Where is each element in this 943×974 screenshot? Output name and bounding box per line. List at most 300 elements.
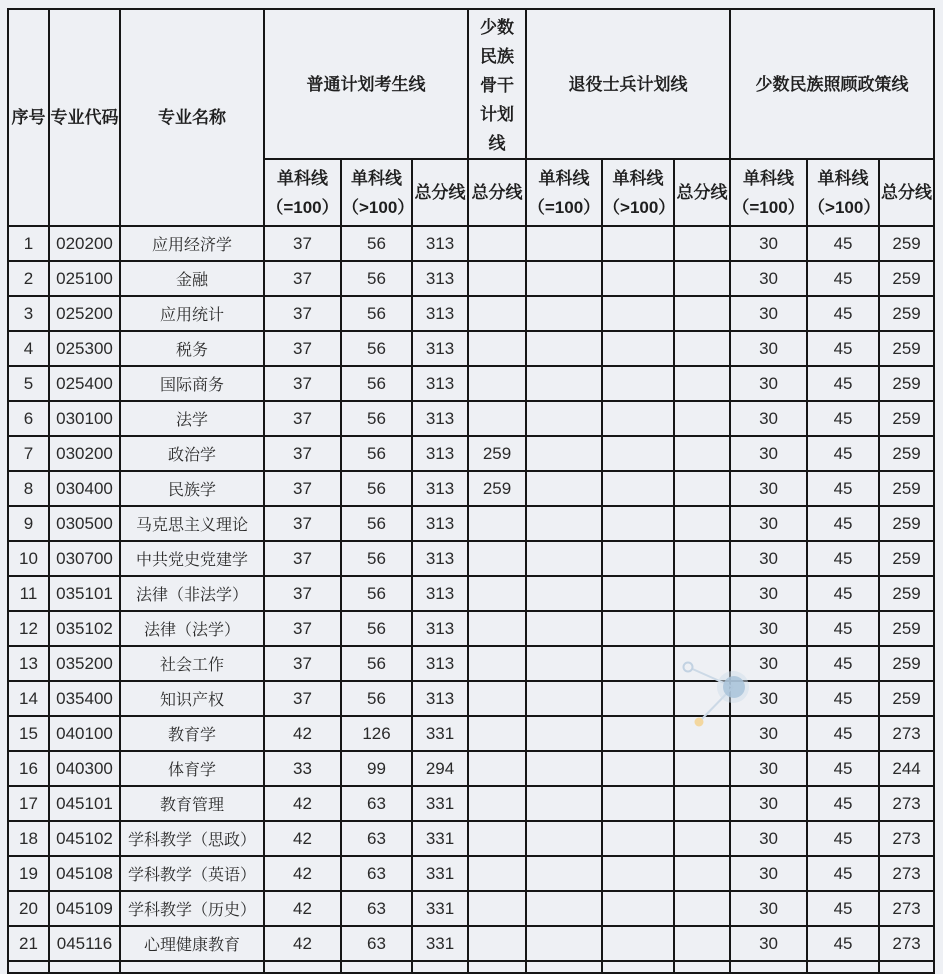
cell-veteran-single-gt100	[602, 961, 674, 973]
cell-policy-single-eq100: 30	[730, 541, 807, 576]
group-header-veteran-plan: 退役士兵计划线	[526, 9, 730, 159]
cell-code: 045109	[49, 891, 120, 926]
cell-regular-single-gt100: 63	[341, 786, 412, 821]
cell-backbone-total	[468, 296, 526, 331]
cell-regular-total: 331	[412, 926, 468, 961]
cell-code	[49, 961, 120, 973]
table-row	[8, 541, 934, 576]
cell-name: 法律（非法学）	[120, 576, 264, 611]
cell-code: 045101	[49, 786, 120, 821]
cell-regular-single-gt100: 56	[341, 681, 412, 716]
cell-no: 15	[8, 716, 49, 751]
cell-code: 030100	[49, 401, 120, 436]
cell-regular-single-eq100: 42	[264, 856, 341, 891]
cell-policy-single-gt100: 45	[807, 296, 879, 331]
cell-veteran-single-eq100	[526, 681, 602, 716]
cell-veteran-single-gt100	[602, 506, 674, 541]
cell-name: 体育学	[120, 751, 264, 786]
cell-name: 学科教学（思政）	[120, 821, 264, 856]
cell-no: 4	[8, 331, 49, 366]
cell-backbone-total: 259	[468, 471, 526, 506]
cell-regular-single-eq100: 37	[264, 436, 341, 471]
table-row	[8, 261, 934, 296]
cell-no: 8	[8, 471, 49, 506]
cell-policy-single-eq100: 30	[730, 646, 807, 681]
cell-veteran-single-eq100	[526, 436, 602, 471]
table-row	[8, 226, 934, 261]
cell-regular-single-eq100: 37	[264, 506, 341, 541]
cell-policy-single-gt100: 45	[807, 786, 879, 821]
cell-backbone-total	[468, 926, 526, 961]
cell-veteran-single-gt100	[602, 261, 674, 296]
cell-no: 20	[8, 891, 49, 926]
cell-name: 国际商务	[120, 366, 264, 401]
cell-code: 030200	[49, 436, 120, 471]
cell-veteran-total	[674, 471, 730, 506]
cell-veteran-single-eq100	[526, 261, 602, 296]
table-row	[8, 611, 934, 646]
cell-veteran-single-eq100	[526, 506, 602, 541]
cell-regular-total: 313	[412, 471, 468, 506]
table-row	[8, 926, 934, 961]
cell-regular-single-eq100: 37	[264, 261, 341, 296]
cell-backbone-total	[468, 261, 526, 296]
cell-regular-total: 313	[412, 541, 468, 576]
cell-backbone-total	[468, 541, 526, 576]
cell-no: 16	[8, 751, 49, 786]
cell-veteran-single-eq100	[526, 611, 602, 646]
cell-code: 045116	[49, 926, 120, 961]
cell-backbone-total	[468, 331, 526, 366]
cell-policy-single-eq100: 30	[730, 366, 807, 401]
cell-policy-single-gt100: 45	[807, 471, 879, 506]
cell-policy-single-gt100: 45	[807, 646, 879, 681]
cell-veteran-single-gt100	[602, 716, 674, 751]
cell-no: 21	[8, 926, 49, 961]
cell-veteran-single-eq100	[526, 226, 602, 261]
cell-policy-total: 259	[879, 401, 934, 436]
table-row	[8, 436, 934, 471]
cell-code: 025400	[49, 366, 120, 401]
cell-backbone-total	[468, 401, 526, 436]
cell-policy-total: 273	[879, 926, 934, 961]
cell-policy-single-eq100: 30	[730, 786, 807, 821]
cell-veteran-single-eq100	[526, 401, 602, 436]
cell-name: 政治学	[120, 436, 264, 471]
cell-regular-single-eq100: 42	[264, 926, 341, 961]
cell-regular-single-gt100: 56	[341, 611, 412, 646]
subheader-line: （=100）	[732, 197, 805, 217]
table-body	[8, 226, 934, 973]
cell-policy-single-eq100: 30	[730, 576, 807, 611]
cell-veteran-single-eq100	[526, 331, 602, 366]
cell-policy-single-gt100: 45	[807, 891, 879, 926]
cell-policy-single-eq100: 30	[730, 716, 807, 751]
cell-veteran-total	[674, 611, 730, 646]
cell-name: 学科教学（英语）	[120, 856, 264, 891]
cell-regular-total: 313	[412, 261, 468, 296]
cell-code: 025300	[49, 331, 120, 366]
cell-name: 教育学	[120, 716, 264, 751]
cell-regular-single-gt100: 56	[341, 471, 412, 506]
cell-veteran-total	[674, 856, 730, 891]
cell-name: 马克思主义理论	[120, 506, 264, 541]
cell-regular-single-eq100: 42	[264, 821, 341, 856]
cell-policy-single-gt100: 45	[807, 226, 879, 261]
cell-veteran-single-gt100	[602, 926, 674, 961]
cell-regular-single-gt100: 56	[341, 296, 412, 331]
cell-regular-single-eq100	[264, 961, 341, 973]
cell-policy-single-gt100: 45	[807, 401, 879, 436]
cell-veteran-single-eq100	[526, 821, 602, 856]
cell-no: 14	[8, 681, 49, 716]
cell-regular-single-gt100: 56	[341, 646, 412, 681]
cell-policy-single-gt100: 45	[807, 751, 879, 786]
cell-backbone-total	[468, 856, 526, 891]
table-row	[8, 646, 934, 681]
cell-backbone-total	[468, 576, 526, 611]
cell-code: 040300	[49, 751, 120, 786]
cell-no: 3	[8, 296, 49, 331]
cell-regular-total: 331	[412, 786, 468, 821]
subheader-line: （>100）	[342, 197, 415, 217]
cell-name: 应用统计	[120, 296, 264, 331]
subheader-line: （=100）	[527, 197, 601, 217]
cell-policy-single-gt100: 45	[807, 611, 879, 646]
group-header-minority-backbone-plan: 少数民族骨干计划线	[468, 9, 526, 159]
cell-regular-single-eq100: 37	[264, 541, 341, 576]
cell-policy-total: 259	[879, 226, 934, 261]
cell-code: 030700	[49, 541, 120, 576]
cell-veteran-single-gt100	[602, 576, 674, 611]
cell-backbone-total: 259	[468, 436, 526, 471]
cell-no: 18	[8, 821, 49, 856]
group-header-minority-policy: 少数民族照顾政策线	[730, 9, 934, 159]
cell-veteran-single-eq100	[526, 296, 602, 331]
cell-name: 法律（法学）	[120, 611, 264, 646]
cell-regular-single-gt100: 56	[341, 576, 412, 611]
cell-regular-single-eq100: 42	[264, 891, 341, 926]
cell-backbone-total	[468, 821, 526, 856]
cell-policy-total: 259	[879, 576, 934, 611]
cell-code: 035200	[49, 646, 120, 681]
cell-backbone-total	[468, 611, 526, 646]
table-row	[8, 716, 934, 751]
cell-backbone-total	[468, 961, 526, 973]
subheader-line: （=100）	[266, 197, 339, 217]
cell-policy-single-eq100: 30	[730, 681, 807, 716]
cell-regular-single-gt100: 56	[341, 366, 412, 401]
cell-regular-single-eq100: 33	[264, 751, 341, 786]
cell-regular-total: 313	[412, 296, 468, 331]
cell-veteran-single-eq100	[526, 751, 602, 786]
cell-policy-total: 259	[879, 436, 934, 471]
cell-policy-single-eq100: 30	[730, 471, 807, 506]
cell-regular-single-eq100: 37	[264, 296, 341, 331]
cell-veteran-single-gt100	[602, 786, 674, 821]
cell-veteran-single-eq100	[526, 926, 602, 961]
subheader-line: 单科线	[817, 168, 869, 188]
cell-regular-total: 313	[412, 646, 468, 681]
cell-name	[120, 961, 264, 973]
cell-policy-total: 259	[879, 541, 934, 576]
cell-regular-single-gt100: 63	[341, 856, 412, 891]
cell-policy-total: 259	[879, 366, 934, 401]
cell-veteran-single-eq100	[526, 716, 602, 751]
cell-code: 025100	[49, 261, 120, 296]
cell-code: 035101	[49, 576, 120, 611]
table-row	[8, 576, 934, 611]
table-row	[8, 506, 934, 541]
subheader-backbone-total: 总分线	[468, 159, 526, 226]
cell-regular-total: 294	[412, 751, 468, 786]
cell-regular-total: 313	[412, 611, 468, 646]
cell-regular-single-gt100: 56	[341, 401, 412, 436]
subheader-policy-single-eq100	[730, 159, 807, 226]
subheader-line: 单科线	[743, 168, 795, 188]
cell-policy-total: 273	[879, 716, 934, 751]
cell-regular-single-gt100: 63	[341, 821, 412, 856]
cell-policy-total: 259	[879, 681, 934, 716]
cell-regular-single-gt100	[341, 961, 412, 973]
cell-name: 学科教学（历史）	[120, 891, 264, 926]
cell-code: 045102	[49, 821, 120, 856]
cell-veteran-single-gt100	[602, 401, 674, 436]
cell-veteran-total	[674, 821, 730, 856]
cell-backbone-total	[468, 646, 526, 681]
cell-policy-single-gt100: 45	[807, 541, 879, 576]
cell-policy-total	[879, 961, 934, 973]
cell-regular-total: 331	[412, 856, 468, 891]
cell-veteran-total	[674, 541, 730, 576]
cell-regular-single-eq100: 37	[264, 646, 341, 681]
cell-code: 045108	[49, 856, 120, 891]
cell-veteran-single-eq100	[526, 366, 602, 401]
cell-regular-single-eq100: 42	[264, 786, 341, 821]
cell-regular-single-eq100: 37	[264, 471, 341, 506]
cell-backbone-total	[468, 786, 526, 821]
cell-veteran-single-eq100	[526, 856, 602, 891]
cell-backbone-total	[468, 226, 526, 261]
table-row	[8, 856, 934, 891]
cell-no: 6	[8, 401, 49, 436]
cell-regular-total: 313	[412, 331, 468, 366]
cell-regular-total: 313	[412, 401, 468, 436]
table-row	[8, 331, 934, 366]
cell-backbone-total	[468, 366, 526, 401]
cell-veteran-total	[674, 401, 730, 436]
cell-policy-single-gt100: 45	[807, 821, 879, 856]
cell-policy-single-gt100: 45	[807, 436, 879, 471]
cell-no: 2	[8, 261, 49, 296]
cell-no	[8, 961, 49, 973]
cell-regular-single-eq100: 37	[264, 611, 341, 646]
subheader-policy-total: 总分线	[879, 159, 934, 226]
cell-policy-single-eq100	[730, 961, 807, 973]
cell-veteran-total	[674, 716, 730, 751]
cell-policy-single-gt100	[807, 961, 879, 973]
subheader-line: 单科线	[538, 168, 590, 188]
cell-no: 13	[8, 646, 49, 681]
cell-regular-single-eq100: 37	[264, 331, 341, 366]
cell-policy-single-eq100: 30	[730, 401, 807, 436]
cell-veteran-total	[674, 786, 730, 821]
cell-regular-single-eq100: 37	[264, 366, 341, 401]
cell-regular-total: 313	[412, 681, 468, 716]
cell-policy-single-gt100: 45	[807, 576, 879, 611]
cell-policy-single-eq100: 30	[730, 261, 807, 296]
cell-veteran-total	[674, 226, 730, 261]
table-row	[8, 401, 934, 436]
cell-policy-single-eq100: 30	[730, 611, 807, 646]
cell-no: 1	[8, 226, 49, 261]
admission-score-table	[7, 8, 935, 974]
cell-veteran-total	[674, 646, 730, 681]
cell-policy-single-gt100: 45	[807, 366, 879, 401]
cell-policy-single-eq100: 30	[730, 821, 807, 856]
cell-regular-single-eq100: 37	[264, 401, 341, 436]
cell-regular-single-eq100: 37	[264, 681, 341, 716]
subheader-policy-single-gt100	[807, 159, 879, 226]
cell-regular-single-eq100: 37	[264, 226, 341, 261]
cell-no: 10	[8, 541, 49, 576]
cell-policy-total: 273	[879, 786, 934, 821]
cell-regular-single-gt100: 56	[341, 436, 412, 471]
table-row	[8, 366, 934, 401]
cell-regular-total: 313	[412, 576, 468, 611]
cell-policy-single-eq100: 30	[730, 226, 807, 261]
cell-veteran-single-gt100	[602, 821, 674, 856]
cell-regular-single-gt100: 56	[341, 541, 412, 576]
group-header-regular-plan: 普通计划考生线	[264, 9, 468, 159]
cell-policy-total: 259	[879, 331, 934, 366]
cell-veteran-total	[674, 576, 730, 611]
cell-regular-single-gt100: 126	[341, 716, 412, 751]
cell-veteran-single-gt100	[602, 856, 674, 891]
cell-regular-total: 331	[412, 716, 468, 751]
table-row	[8, 296, 934, 331]
cell-veteran-single-eq100	[526, 576, 602, 611]
cell-policy-single-eq100: 30	[730, 891, 807, 926]
cell-regular-total	[412, 961, 468, 973]
subheader-regular-single-gt100	[341, 159, 415, 226]
subheader-regular-single-eq100	[264, 159, 341, 226]
cell-code: 035400	[49, 681, 120, 716]
subheader-line: 单科线	[612, 168, 664, 188]
cell-name: 金融	[120, 261, 264, 296]
header-row-groups	[8, 9, 934, 159]
table-row	[8, 751, 934, 786]
cell-veteran-total	[674, 436, 730, 471]
cell-veteran-total	[674, 506, 730, 541]
cell-veteran-single-gt100	[602, 226, 674, 261]
cell-policy-total: 273	[879, 856, 934, 891]
table-row	[8, 821, 934, 856]
cell-policy-single-gt100: 45	[807, 506, 879, 541]
cell-veteran-total	[674, 751, 730, 786]
cell-policy-total: 273	[879, 821, 934, 856]
subheader-veteran-single-eq100	[526, 159, 602, 226]
subheader-line: （>100）	[603, 197, 676, 217]
cell-veteran-single-gt100	[602, 471, 674, 506]
cell-regular-total: 313	[412, 366, 468, 401]
cell-regular-single-gt100: 56	[341, 261, 412, 296]
subheader-veteran-single-gt100	[602, 159, 674, 226]
cell-name: 心理健康教育	[120, 926, 264, 961]
cell-veteran-single-gt100	[602, 296, 674, 331]
cell-policy-total: 259	[879, 296, 934, 331]
cell-policy-total: 259	[879, 506, 934, 541]
table-row-partial	[8, 961, 934, 973]
cell-veteran-single-gt100	[602, 611, 674, 646]
cell-name: 法学	[120, 401, 264, 436]
cell-policy-single-gt100: 45	[807, 716, 879, 751]
cell-veteran-single-gt100	[602, 541, 674, 576]
cell-no: 19	[8, 856, 49, 891]
subheader-regular-total: 总分线	[412, 159, 468, 226]
cell-code: 025200	[49, 296, 120, 331]
cell-veteran-total	[674, 296, 730, 331]
cell-regular-total: 313	[412, 436, 468, 471]
cell-name: 应用经济学	[120, 226, 264, 261]
cell-veteran-total	[674, 891, 730, 926]
cell-veteran-total	[674, 331, 730, 366]
cell-name: 民族学	[120, 471, 264, 506]
cell-code: 030400	[49, 471, 120, 506]
cell-regular-total: 313	[412, 506, 468, 541]
cell-backbone-total	[468, 506, 526, 541]
cell-name: 社会工作	[120, 646, 264, 681]
cell-veteran-single-gt100	[602, 646, 674, 681]
cell-no: 7	[8, 436, 49, 471]
cell-veteran-single-eq100	[526, 471, 602, 506]
cell-policy-single-gt100: 45	[807, 926, 879, 961]
cell-veteran-single-gt100	[602, 751, 674, 786]
cell-name: 税务	[120, 331, 264, 366]
cell-no: 5	[8, 366, 49, 401]
cell-veteran-single-gt100	[602, 436, 674, 471]
cell-backbone-total	[468, 716, 526, 751]
cell-policy-total: 273	[879, 891, 934, 926]
cell-veteran-single-gt100	[602, 891, 674, 926]
cell-veteran-single-eq100	[526, 646, 602, 681]
cell-policy-single-eq100: 30	[730, 436, 807, 471]
cell-backbone-total	[468, 751, 526, 786]
cell-veteran-single-gt100	[602, 366, 674, 401]
cell-veteran-total	[674, 261, 730, 296]
cell-veteran-single-eq100	[526, 961, 602, 973]
cell-name: 中共党史党建学	[120, 541, 264, 576]
cell-veteran-total	[674, 366, 730, 401]
cell-veteran-single-eq100	[526, 891, 602, 926]
cell-policy-single-gt100: 45	[807, 261, 879, 296]
cell-policy-single-gt100: 45	[807, 681, 879, 716]
cell-regular-single-gt100: 63	[341, 926, 412, 961]
cell-regular-single-gt100: 56	[341, 331, 412, 366]
cell-regular-single-gt100: 56	[341, 226, 412, 261]
cell-name: 教育管理	[120, 786, 264, 821]
cell-policy-single-gt100: 45	[807, 331, 879, 366]
cell-veteran-total	[674, 961, 730, 973]
table-row	[8, 891, 934, 926]
cell-regular-single-gt100: 56	[341, 506, 412, 541]
cell-name: 知识产权	[120, 681, 264, 716]
cell-regular-single-eq100: 42	[264, 716, 341, 751]
cell-veteran-total	[674, 681, 730, 716]
subheader-line: 单科线	[351, 168, 402, 188]
cell-policy-single-gt100: 45	[807, 856, 879, 891]
cell-veteran-total	[674, 926, 730, 961]
